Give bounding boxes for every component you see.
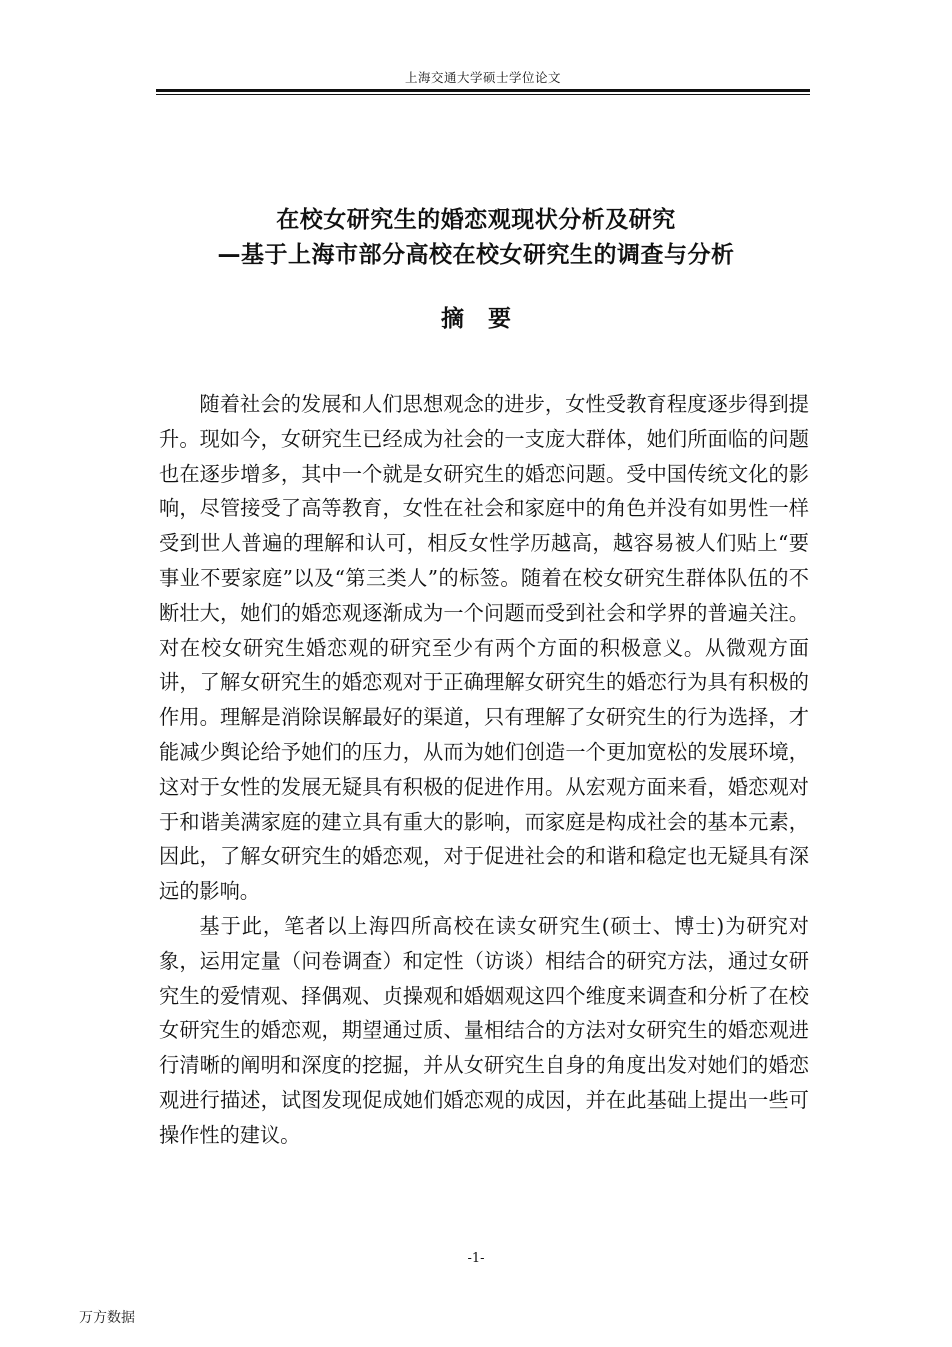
- paper-subtitle: —基于上海市部分高校在校女研究生的调查与分析: [217, 242, 735, 268]
- header-rule-thin: [156, 94, 810, 95]
- abstract-body: [159, 387, 809, 1153]
- watermark-text: 万方数据: [79, 1310, 135, 1326]
- abstract-paragraph-2: 基于此，笔者以上海四所高校在读女研究生(硕士、博士)为研究对象，运用定量（问卷调查）和定性（访谈）相结合的研究方法，通过女研究生的爱情观、择偶观、贞操观和婚姻观这四个维度来调查和分析了在校女研究生的婚恋观，期望通过质、量相结合的方法对女研究生的婚恋观进行清晰的阐明和深度的挖掘，并从女研究生自身的角度出发对她们的婚恋观进行描述，试图发现促成她们婚恋观的成因，并在此基础上提出一些可操作性的建议。: [159, 913, 809, 1147]
- header-rule-thick: [156, 89, 810, 92]
- paper-title: 在校女研究生的婚恋观现状分析及研究: [276, 207, 676, 233]
- running-header: 上海交通大学硕士学位论文: [404, 70, 561, 85]
- page-number: -1-: [467, 1251, 485, 1266]
- abstract-heading: 摘 要: [440, 306, 519, 332]
- abstract-paragraph-1: 随着社会的发展和人们思想观念的进步，女性受教育程度逐步得到提升。现如今，女研究生已经成为社会的一支庞大群体，她们所面临的问题也在逐步增多，其中一个就是女研究生的婚恋问题。受中国传统文化的影响，尽管接受了高等教育，女性在社会和家庭中的角色并没有如男性一样受到世人普遍的理解和认可，相反女性学历越高，越容易被人们贴上“要事业不要家庭”以及“第三类人”的标签。随着在校女研究生群体队伍的不断壮大，她们的婚恋观逐渐成为一个问题而受到社会和学界的普遍关注。对在校女研究生婚恋观的研究至少有两个方面的积极意义。从微观方面讲，了解女研究生的婚恋观对于正确理解女研究生的婚恋行为具有积极的作用。理解是消除误解最好的渠道，只有理解了女研究生的行为选择，才能减少舆论给予她们的压力，从而为她们创造一个更加宽松的发展环境，这对于女性的发展无疑具有积极的促进作用。从宏观方面来看，婚恋观对于和谐美满家庭的建立具有重大的影响，而家庭是构成社会的基本元素，因此，了解女研究生的婚恋观，对于促进社会的和谐和稳定也无疑具有深远的影响。: [159, 392, 809, 904]
